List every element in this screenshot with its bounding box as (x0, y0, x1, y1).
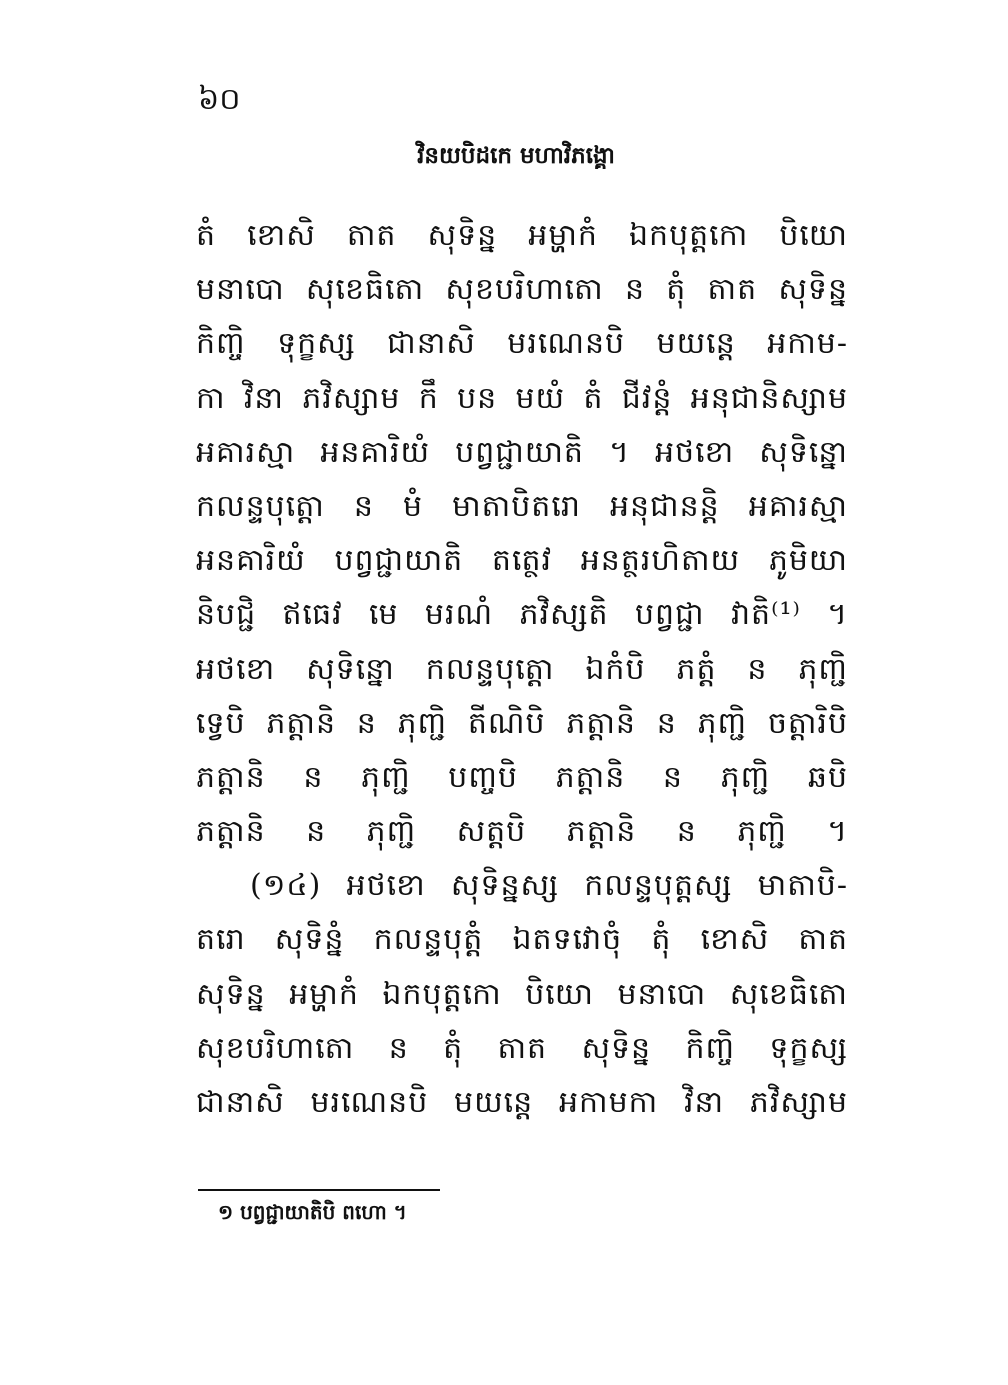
text-line: កា វិនា ភវិស្សាម កឹ បន មយំ តំ ជីវន្តំ អនុជានិស្សាម (196, 380, 848, 416)
footnote-rule (198, 1189, 440, 1191)
paragraph-start-line: (១៤) អថខោ សុទិន្នស្ស កលន្ទបុត្តស្ស មាតាបិ- (250, 868, 848, 904)
text-line: តំ ខោសិ តាត សុទិន្ន អម្ហាកំ ឯកបុត្តកោ បិយោ (196, 218, 848, 253)
text-line: សុខបរិហាតោ ន តុំ តាត សុទិន្ន កិញ្ចិ ទុក្ខស្ស (196, 1030, 848, 1066)
text-line: កលន្ទបុត្តោ ន មំ មាតាបិតរោ អនុជានន្តិ អគារស្មា (196, 488, 848, 524)
footnote: ១ បព្វជ្ជាយាតិបិ ពហោ ។ (218, 1200, 407, 1224)
text-line: ទ្វេបិ ភត្តានិ ន ភុញ្ជិ តីណិបិ ភត្តានិ ន ភុញ្ជិ ចត្តារិបិ (196, 705, 848, 741)
text-line: អថខោ សុទិន្នោ កលន្ទបុត្តោ ឯកំបិ ភត្តំ ន ភុញ្ជិ (196, 651, 848, 687)
text-line: ជានាសិ មរណេនបិ មយន្តេ អកាមកា វិនា ភវិស្សាម (196, 1085, 848, 1120)
running-head: វិនយបិដកេ មហាវិភង្គោ (417, 142, 615, 169)
text-line: ភត្តានិ ន ភុញ្ជិ សត្តបិ ភត្តានិ ន ភុញ្ជិ ។ (196, 814, 848, 850)
text-line: មនាបោ សុខេធិតោ សុខបរិហាតោ ន តុំ តាត សុទិន្ន (196, 272, 848, 308)
text-line: និបជ្ជិ ឥធេវ មេ មរណំ ភវិស្សតិ បព្វជ្ជា វាតិ⁽¹⁾ ។ (196, 597, 848, 633)
body-text (196, 212, 848, 1133)
text-line: សុទិន្ន អម្ហាកំ ឯកបុត្តកោ បិយោ មនាបោ សុខេធិតោ (196, 976, 848, 1012)
page-number: ៦០ (198, 82, 241, 117)
text-line: កិញ្ចិ ទុក្ខស្ស ជានាសិ មរណេនបិ មយន្តេ អកាម- (196, 326, 848, 362)
text-line: អគារស្មា អនគារិយំ បព្វជ្ជាយាតិ ។ អថខោ សុទិន្នោ (196, 434, 848, 470)
text-line: តរោ សុទិន្នំ កលន្ទបុត្តំ ឯតទវោចុំ តុំ ខោសិ តាត (196, 922, 848, 958)
text-line: អនគារិយំ បព្វជ្ជាយាតិ តត្ថេវ អនត្ថរហិតាយ ភូមិយា (196, 543, 848, 579)
text-line: ភត្តានិ ន ភុញ្ជិ បញ្ចបិ ភត្តានិ ន ភុញ្ជិ ឆបិ (196, 759, 848, 795)
